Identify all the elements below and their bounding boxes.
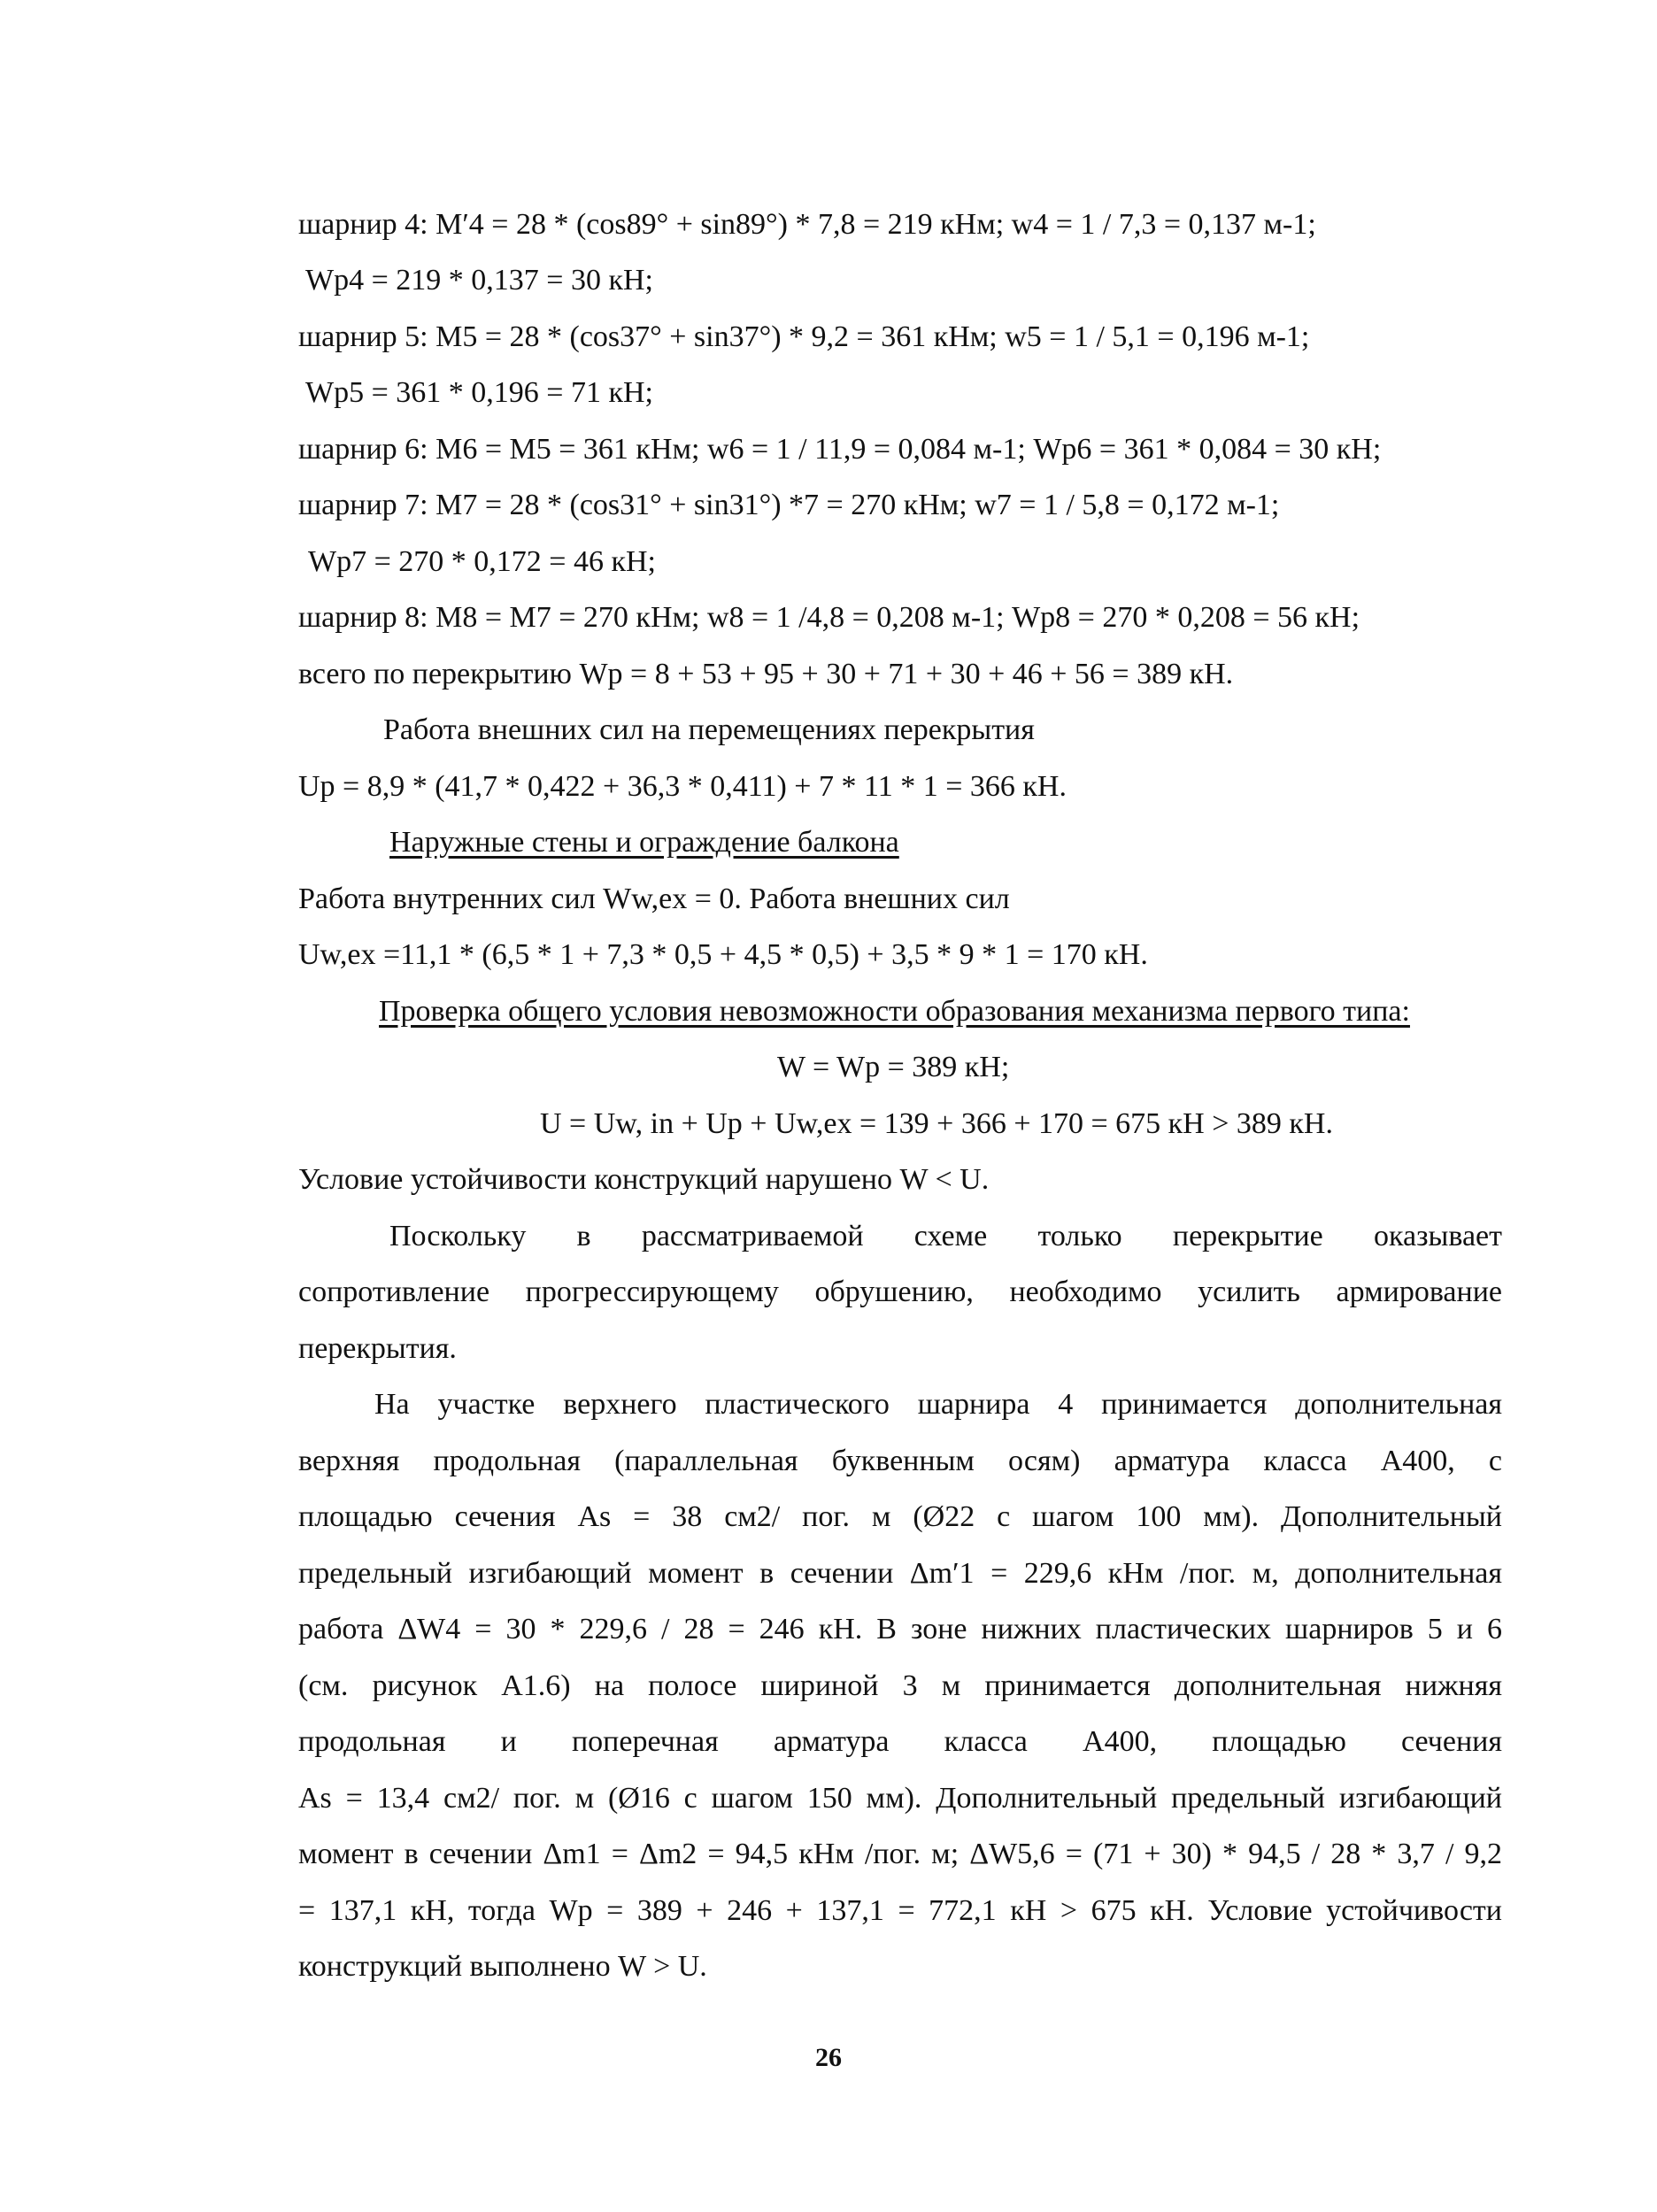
up-formula: Up = 8,9 * (41,7 * 0,422 + 36,3 * 0,411) + 7 * 11 * 1 = 366 кН.: [298, 770, 1067, 803]
check-condition-heading: Проверка общего условия невозможности образования механизма первого типа:: [379, 995, 1410, 1028]
hinge-5-line: шарнир 5: M5 = 28 * (cos37° + sin37°) * 9,2 = 361 кНм; w5 = 1 / 5,1 = 0,196 м-1;: [298, 320, 1310, 353]
outer-walls-heading: Наружные стены и ограждение балкона: [389, 826, 899, 859]
paragraph-2-line-5: работа ΔW4 = 30 * 229,6 / 28 = 246 кН. В зоне нижних пластических шарниров 5 и 6: [298, 1613, 1502, 1646]
hinge-8-line: шарнир 8: M8 = M7 = 270 кНм; w8 = 1 /4,8 = 0,208 м-1; Wp8 = 270 * 0,208 = 56 кН;: [298, 601, 1360, 634]
wp4-line: Wp4 = 219 * 0,137 = 30 кН;: [305, 264, 653, 297]
external-work-heading: Работа внешних сил на перемещениях перекрытия: [383, 713, 1035, 746]
paragraph-1-line-2: сопротивление прогрессирующему обрушению, необходимо усилить армирование: [298, 1276, 1502, 1308]
paragraph-2-line-6: (см. рисунок А1.6) на полосе шириной 3 м принимается дополнительная нижняя: [298, 1669, 1502, 1702]
paragraph-2-line-11: конструкций выполнено W > U.: [298, 1950, 707, 1983]
paragraph-2-line-10: = 137,1 кН, тогда Wp = 389 + 246 + 137,1 = 772,1 кН > 675 кН. Условие устойчивости: [298, 1894, 1502, 1927]
u-formula: U = Uw, in + Up + Uw,ex = 139 + 366 + 170 = 675 кН > 389 кН.: [540, 1107, 1333, 1140]
page-number: 26: [815, 2043, 842, 2072]
condition-violated-line: Условие устойчивости конструкций нарушено W < U.: [298, 1163, 990, 1196]
wp5-line: Wp5 = 361 * 0,196 = 71 кН;: [305, 376, 653, 409]
hinge-6-line: шарнир 6: M6 = M5 = 361 кНм; w6 = 1 / 11,9 = 0,084 м-1; Wp6 = 361 * 0,084 = 30 кН;: [298, 433, 1382, 466]
wp7-line: Wp7 = 270 * 0,172 = 46 кН;: [308, 545, 656, 578]
paragraph-2-line-4: предельный изгибающий момент в сечении Δm′1 = 229,6 кНм /пог. м, дополнительная: [298, 1557, 1502, 1590]
paragraph-1-line-1: Поскольку в рассматриваемой схеме только перекрытие оказывает: [389, 1220, 1502, 1252]
hinge-7-line: шарнир 7: M7 = 28 * (cos31° + sin31°) *7 = 270 кНм; w7 = 1 / 5,8 = 0,172 м-1;: [298, 489, 1280, 521]
paragraph-2-line-9: момент в сечении Δm1 = Δm2 = 94,5 кНм /пог. м; ΔW5,6 = (71 + 30) * 94,5 / 28 * 3,7 / 9,2: [298, 1838, 1502, 1870]
paragraph-2-line-8: As = 13,4 см2/ пог. м (Ø16 с шагом 150 мм). Дополнительный предельный изгибающий: [298, 1782, 1502, 1815]
floor-total-line: всего по перекрытию Wp = 8 + 53 + 95 + 30 + 71 + 30 + 46 + 56 = 389 кН.: [298, 658, 1234, 690]
paragraph-2-line-2: верхняя продольная (параллельная буквенным осям) арматура класса А400, с: [298, 1445, 1502, 1477]
paragraph-2-line-1: На участке верхнего пластического шарнира 4 принимается дополнительная: [374, 1388, 1502, 1421]
uwex-formula: Uw,ex =11,1 * (6,5 * 1 + 7,3 * 0,5 + 4,5 * 0,5) + 3,5 * 9 * 1 = 170 кН.: [298, 938, 1148, 971]
hinge-4-line: шарнир 4: M′4 = 28 * (cos89° + sin89°) * 7,8 = 219 кНм; w4 = 1 / 7,3 = 0,137 м-1;: [298, 208, 1316, 241]
internal-work-line: Работа внутренних сил Ww,ex = 0. Работа внешних сил: [298, 882, 1010, 915]
paragraph-2-line-3: площадью сечения As = 38 см2/ пог. м (Ø22 с шагом 100 мм). Дополнительный: [298, 1500, 1502, 1533]
w-formula: W = Wp = 389 кН;: [777, 1051, 1010, 1083]
paragraph-1-line-3: перекрытия.: [298, 1332, 457, 1365]
paragraph-2-line-7: продольная и поперечная арматура класса А400, площадью сечения: [298, 1725, 1502, 1758]
